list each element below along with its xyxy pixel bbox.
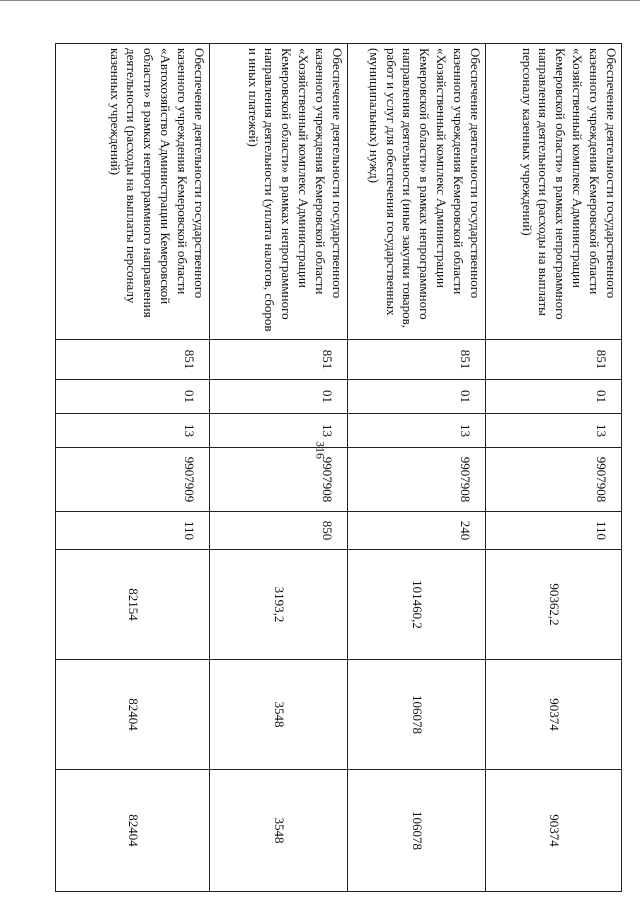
- cell-section: 01: [486, 380, 622, 414]
- cell-amount-2: 3548: [210, 660, 348, 770]
- cell-department: 851: [56, 340, 210, 380]
- cell-subsection: 13: [486, 414, 622, 448]
- cell-target-article: 9907908: [486, 448, 622, 512]
- cell-amount-2: 90374: [486, 660, 622, 770]
- table-row: [56, 44, 210, 892]
- cell-amount-2: 106078: [348, 660, 486, 770]
- rotated-table-container: [56, 43, 622, 891]
- cell-amount-3: 82404: [56, 770, 210, 892]
- table-row: [210, 44, 348, 892]
- cell-department: 851: [348, 340, 486, 380]
- table-row: [348, 44, 486, 892]
- cell-amount-1: 3193,2: [210, 550, 348, 660]
- cell-section: 01: [348, 380, 486, 414]
- cell-subsection: 13: [348, 414, 486, 448]
- row-description: Обеспечение деятельности государственного казенного учреждения Кемеровской области «Автохозяйство Администрации Кемеровской области» в рамках непрограммного направления деятельности (расходы на выплаты персоналу казенных учреждений): [56, 44, 210, 340]
- cell-section: 01: [210, 380, 348, 414]
- row-description: Обеспечение деятельности государственного казенного учреждения Кемеровской области «Хозяйственный комплекс Администрации Кемеровской области» в рамках непрограммного направления деятельности (иные закупки товаров, работ и услуг для обеспечения государственных (муниципальных) нужд): [348, 44, 486, 340]
- cell-amount-3: 106078: [348, 770, 486, 892]
- cell-section: 01: [56, 380, 210, 414]
- cell-department: 851: [486, 340, 622, 380]
- row-description: Обеспечение деятельности государственного казенного учреждения Кемеровской области «Хозяйственный комплекс Администрации Кемеровской области» в рамках непрограммного направления деятельности (расходы на выплаты персоналу казенных учреждений): [486, 44, 622, 340]
- cell-subsection: 13: [56, 414, 210, 448]
- cell-amount-3: 90374: [486, 770, 622, 892]
- cell-amount-1: 90362,2: [486, 550, 622, 660]
- cell-amount-1: 82154: [56, 550, 210, 660]
- cell-subsection: 13: [210, 414, 348, 448]
- row-description: Обеспечение деятельности государственного казенного учреждения Кемеровской области «Хозяйственный комплекс Администрации Кемеровской области» в рамках непрограммного направления деятельности (уплата налогов, сборов и иных платежей): [210, 44, 348, 340]
- cell-expense-type: 240: [348, 512, 486, 550]
- cell-amount-1: 101460,2: [348, 550, 486, 660]
- cell-target-article: 9907908: [210, 448, 348, 512]
- table-row: [486, 44, 622, 892]
- cell-target-article: 9907908: [348, 448, 486, 512]
- cell-amount-2: 82404: [56, 660, 210, 770]
- cell-expense-type: 110: [56, 512, 210, 550]
- cell-expense-type: 850: [210, 512, 348, 550]
- page-number: 316: [313, 441, 328, 459]
- cell-expense-type: 110: [486, 512, 622, 550]
- budget-table: [55, 43, 622, 892]
- scan-top-edge: [0, 0, 640, 5]
- cell-amount-3: 3548: [210, 770, 348, 892]
- table-wrapper: [56, 43, 622, 891]
- cell-department: 851: [210, 340, 348, 380]
- cell-target-article: 9907909: [56, 448, 210, 512]
